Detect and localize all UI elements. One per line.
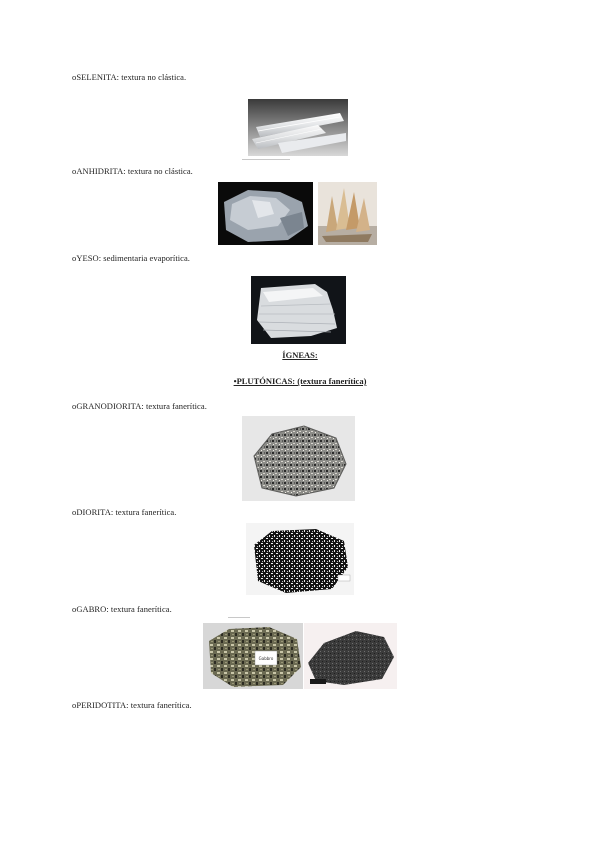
gabro-photo-2 — [304, 623, 397, 689]
anhidrita-photo-2 — [318, 182, 377, 245]
photo-caption-mark — [242, 159, 290, 160]
item-text: GRANODIORITA: textura fanerítica. — [76, 401, 207, 411]
item-text: YESO: sedimentaria evaporítica. — [76, 253, 190, 263]
item-bullet: o — [72, 700, 77, 710]
gabro-photo-label: Gabbro — [258, 656, 274, 661]
item-text: GABRO: textura fanerítica. — [76, 604, 172, 614]
item-bullet: o — [72, 604, 77, 614]
yeso-photo — [251, 276, 346, 344]
granodiorita-photo — [242, 416, 355, 501]
item-selenita — [72, 72, 186, 83]
diorita-photo — [246, 523, 354, 595]
item-text: SELENITA: textura no clástica. — [76, 72, 187, 82]
gabro-photo-1 — [203, 623, 303, 689]
section-heading-igneas: ÍGNEAS: — [282, 350, 318, 360]
item-bullet: o — [72, 166, 77, 176]
subsection-heading-plutonicas: •PLUTÓNICAS: (textura fanerítica) — [233, 376, 367, 386]
item-text: DIORITA: textura fanerítica. — [76, 507, 177, 517]
selenita-photo — [248, 99, 348, 156]
item-bullet: o — [72, 401, 77, 411]
item-anhidrita — [72, 166, 193, 177]
item-bullet: o — [72, 253, 77, 263]
item-yeso — [72, 253, 190, 264]
item-gabro — [72, 604, 172, 615]
item-bullet: o — [72, 507, 77, 517]
item-text: ANHIDRITA: textura no clástica. — [76, 166, 193, 176]
item-peridotita — [72, 700, 192, 711]
item-granodiorita — [72, 401, 207, 412]
item-bullet: o — [72, 72, 77, 82]
item-text: PERIDOTITA: textura fanerítica. — [76, 700, 192, 710]
photo-caption-mark — [228, 617, 250, 618]
item-diorita — [72, 507, 176, 518]
anhidrita-photo-1 — [218, 182, 313, 245]
